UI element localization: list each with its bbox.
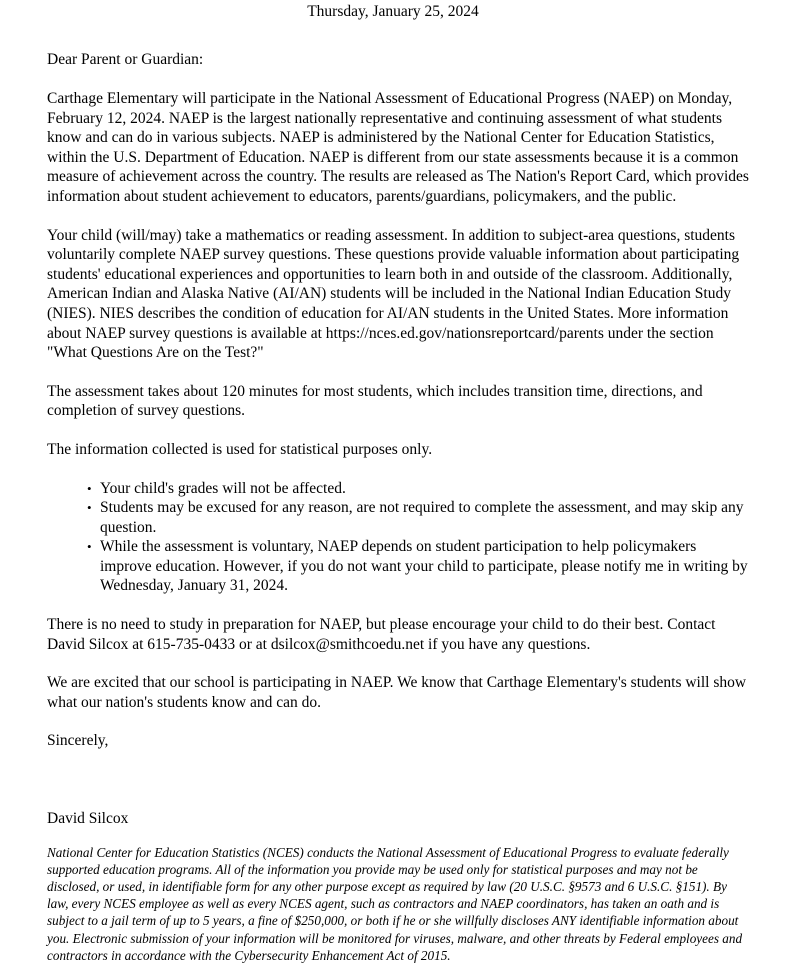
paragraph-closing-remarks: We are excited that our school is participating in NAEP. We know that Carthage Elementary's students will show what our nation's students know and can do. [47, 674, 747, 711]
paragraph-statistical-purposes: The information collected is used for statistical purposes only. [47, 440, 433, 458]
notice-bullet-list [47, 479, 751, 597]
letter-body [47, 0, 751, 964]
signature-name: David Silcox [47, 810, 129, 828]
paragraph-survey-questions: Your child (will/may) take a mathematics or reading assessment. In addition to subject-area questions, students voluntarily complete NAEP survey questions. These questions provide valuable information about participating students' educational experiences and opportunities to learn both in and outside of the classroom. Additionally, American Indian and Alaska Native (AI/AN) students will be included in the National Indian Education Study (NIES). NIES describes the condition of education for AI/AN students in the United States. More information about NAEP survey questions is available at https://nces.ed.gov/nationsreportcard/parents under the section "What Questions Are on the Test?" [47, 226, 740, 362]
letter-salutation: Dear Parent or Guardian: [47, 51, 204, 68]
signature-space [47, 751, 751, 809]
paragraph-contact-info: There is no need to study in preparation for NAEP, but please encourage your child to do their best. Contact David Silcox at 615-735-0433 or at dsilcox@smithcoedu.net if you have any questions. [47, 616, 716, 653]
paragraph-naep-overview: Carthage Elementary will participate in the National Assessment of Educational Progress (NAEP) on Monday, February 12, 2024. NAEP is the largest nationally representative and continuing assessment of what students know and can do in various subjects. NAEP is administered by the National Center for Education Statistics, within the U.S. Department of Education. NAEP is different from our state assessments because it is a common measure of achievement across the country. The results are released as The Nation's Report Card, which provides information about student achievement to educators, parents/guardians, policymakers, and the public. [47, 90, 749, 205]
legal-disclaimer: National Center for Education Statistics (NCES) conducts the National Assessment of Educational Progress to evaluate federally supported education programs. All of the information you provide may be used only for statistical purposes and may not be disclosed, or used, in identifiable form for any other purpose except as required by law (20 U.S.C. §9573 and 6 U.S.C. §151). By law, every NCES employee as well as every NCES agent, such as contractors and NAEP coordinators, has taken an oath and is subject to a jail term of up to 5 years, a fine of $250,000, or both if he or she willfully discloses ANY identifiable information about you. Electronic submission of your information will be monitored for viruses, malware, and other threats by Federal employees and contractors in accordance with the Cybersecurity Enhancement Act of 2015. [47, 844, 743, 963]
list-item: • Your child's grades will not be affected. [87, 479, 751, 499]
list-item: • Students may be excused for any reason, are not required to complete the assessment, and may skip any question. [87, 498, 751, 537]
paragraph-assessment-duration: The assessment takes about 120 minutes for most students, which includes transition time, directions, and completion of survey questions. [47, 382, 703, 420]
letter-date: Thursday, January 25, 2024 [307, 3, 479, 20]
closing-salutation: Sincerely, [47, 732, 109, 750]
list-item: • While the assessment is voluntary, NAEP depends on student participation to help policymakers improve education. However, if you do not want your child to participate, please notify me in writing by Wednesday, January 31, 2024. [87, 537, 751, 596]
